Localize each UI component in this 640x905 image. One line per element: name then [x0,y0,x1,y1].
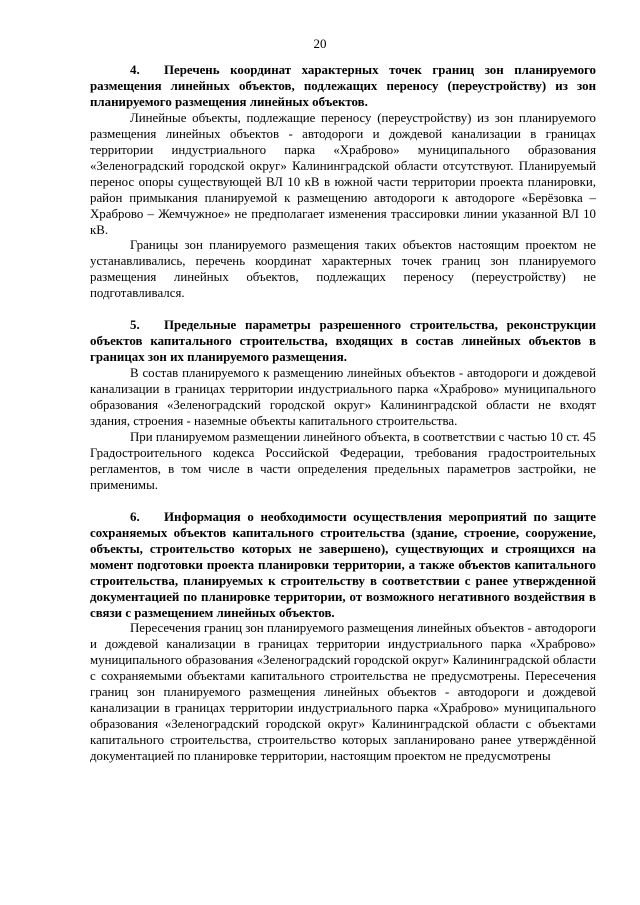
section-number: 5. [130,318,140,333]
section-title: Перечень координат характерных точек границ зон планируемого размещения линейных объектов, подлежащих переносу (переустройству) из зон планируемого размещения линейных объектов. [90,63,596,109]
section-gap [90,302,596,318]
paragraph: Пересечения границ зон планируемого размещения линейных объектов - автодороги и дождевой канализации в границах территории индустриального парка «Храброво» муниципального образования «Зеленоградский городской округ» Калининградской области с сохраняемыми объектами капитального строительства не предусмотрены. Пересечения границ зон планируемого размещения линейных объектов - автодороги и дождевой канализации в границах территории индустриального парка «Храброво» муниципального образования «Зеленоградский городской округ» Калининградской области с объектами капитального строительства, строительство которых запланировано ранее утверждённой документацией по планировке территории, настоящим проектом не предусмотрены [90,621,596,764]
paragraph: Линейные объекты, подлежащие переносу (переустройству) из зон планируемого размещения линейных объектов - автодороги и дождевой канализации в границах территории индустриального парка «Храброво» муниципального образования «Зеленоградский городской округ» Калининградской области отсутствуют. Планируемый перенос опоры существующей ВЛ 10 кВ в южной части территории проекта планировки, район примыкания планируемой к размещению автодороги к автодороге «Берёзовка – Храброво – Жемчужное» не предполагает изменения трассировки линии указанной ВЛ 10 кВ. [90,110,596,237]
section-gap [90,494,596,510]
section-4 [90,63,596,302]
paragraph: Границы зон планируемого размещения таких объектов настоящим проектом не устанавливались, перечень координат характерных точек границ зон планируемого размещения линейных объектов, подлежащих переносу (переустройству) не подготавливался. [90,238,596,301]
paragraph: При планируемом размещении линейного объекта, в соответствии с частью 10 ст. 45 Градостроительного кодекса Российской Федерации, требования градостроительных регламентов, в том числе в части определения предельных параметров застройки, не применимы. [90,429,596,492]
page-number: 20 [313,36,327,51]
section-heading [90,63,596,111]
section-title: Предельные параметры разрешенного строительства, реконструкции объектов капитального строительства, входящих в состав линейных объектов в границах зон их планируемого размещения. [90,318,596,365]
paragraph: В состав планируемого к размещению линейных объектов - автодороги и дождевой канализации в границах территории индустриального парка «Храброво» муниципального образования «Зеленоградский городской округ» Калининградской области не входят здания, строения - наземные объекты капитального строительства. [90,366,596,429]
section-6 [90,510,596,765]
section-title: Информация о необходимости осуществления мероприятий по защите сохраняемых объектов капитального строительства (здание, строение, сооружение, объекты, строительство которых не завершено), существующих и строящихся на момент подготовки проекта планировки территории, а также объектов капитального строительства, планируемых к строительству в соответствии с ранее утвержденной документацией по планировке территории, от возможного негативного воздействия в связи с размещением линейных объектов. [90,509,596,620]
section-heading [90,510,596,622]
document-body [90,63,596,765]
section-5 [90,318,596,493]
section-number: 4. [130,63,140,77]
section-number: 6. [130,509,140,524]
section-heading [90,318,596,366]
